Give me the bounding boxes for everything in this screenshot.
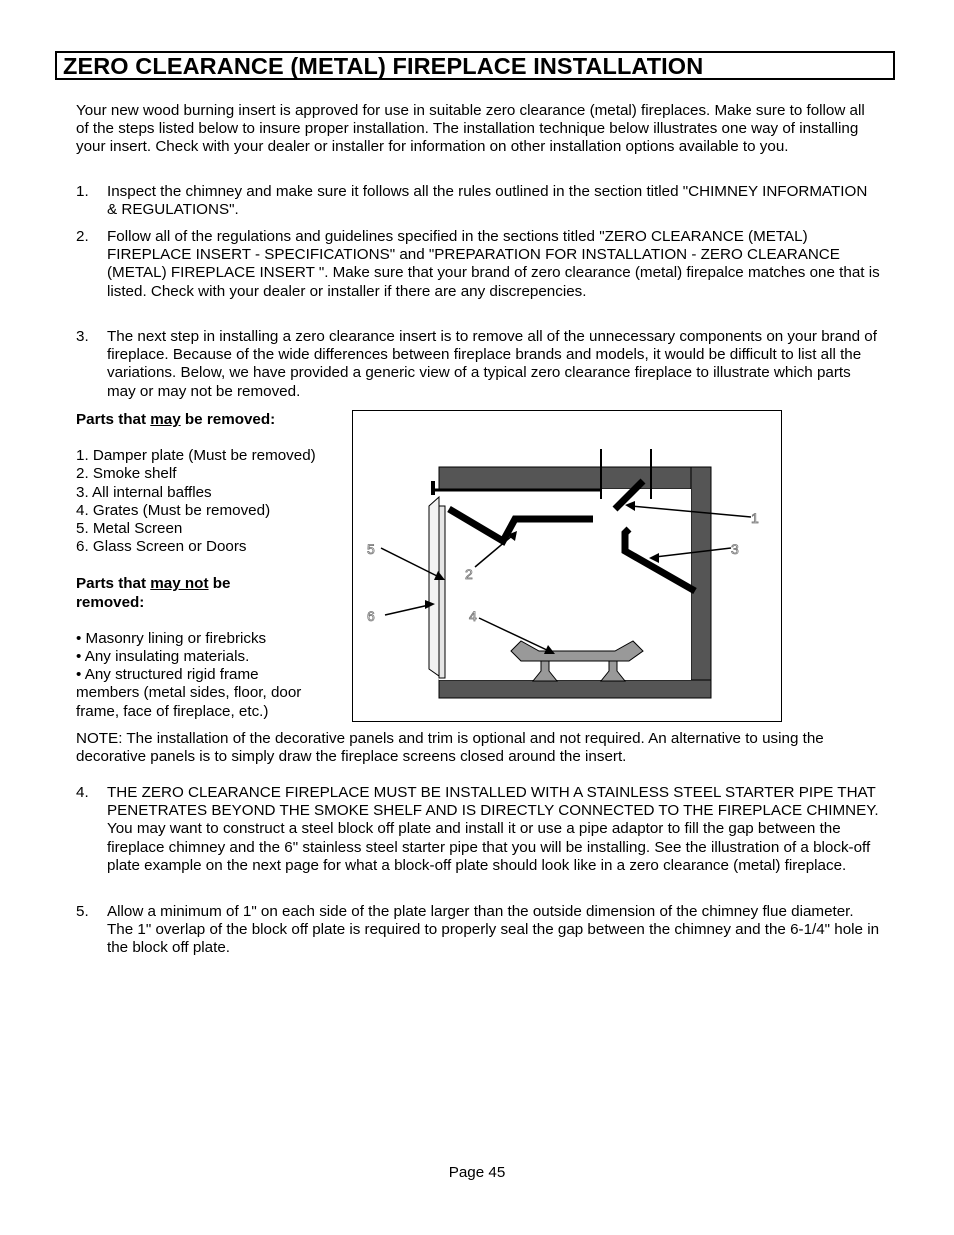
figure-label-3: 3 [731, 541, 739, 557]
step-number: 4. [76, 784, 89, 801]
not-removable-heading-line2: removed: [76, 593, 145, 611]
step-5 [76, 903, 881, 958]
list-item: 5. Metal Screen [76, 520, 183, 538]
figure-label-4: 4 [469, 608, 477, 624]
metal-screen [439, 506, 445, 678]
step-number: 1. [76, 183, 89, 200]
not-removable-heading: Parts that may not be [76, 575, 231, 593]
step-text: Allow a minimum of 1" on each side of the plate larger than the outside dimension of the chimney flue diameter. The 1" overlap of the block off plate is required to properly seal the gap between the chimney and the 6-1/4" hole in the block off plate. [107, 903, 880, 957]
step-text: THE ZERO CLEARANCE FIREPLACE MUST BE INSTALLED WITH A STAINLESS STEEL STARTER PIPE THAT PENETRATES BEYOND THE SMOKE SHELF AND IS DIRECTLY CONNECTED TO THE FIREPLACE CHIMNEY. You may want to construct a steel block off plate and install it or use a pipe adaptor to fill the gap between the fireplace chimney and the 6" stainless steel starter pipe that you will be installing. See the illustration of a block-off plate example on the next page for what a block-off plate should look like in a zero clearance (metal) fireplace. [107, 784, 879, 874]
step-4 [76, 784, 881, 875]
page-number: Page 45 [448, 1164, 506, 1181]
removable-heading: Parts that may be removed: [76, 411, 276, 428]
step-text: The next step in installing a zero clearance insert is to remove all of the unnecessary components on your brand of fireplace. Because of the wide differences between fireplace brands and models, it would be difficult to list all the variations. Below, we have provided a generic view of a typical zero clearance fireplace to illustrate which parts may or may not be removed. [107, 328, 877, 400]
step-1 [76, 183, 881, 219]
page-title: ZERO CLEARANCE (METAL) FIREPLACE INSTALLATION [63, 53, 704, 79]
list-item: 2. Smoke shelf [76, 465, 177, 483]
list-item: 3. All internal baffles [76, 483, 212, 501]
list-item: • Any insulating materials. [76, 648, 250, 666]
list-item: members (metal sides, floor, door [76, 684, 302, 702]
intro-paragraph: Your new wood burning insert is approved for use in suitable zero clearance (metal) fireplaces. Make sure to follow all of the steps listed below to insure proper installation. The installation technique below illustrates one way of installing your insert. Check with your dealer or installer for information on other installation options available to you. [76, 102, 865, 156]
step-3 [76, 328, 881, 401]
list-item: 1. Damper plate (Must be removed) [76, 447, 316, 465]
title-box [55, 51, 895, 80]
removable-parts [76, 411, 351, 721]
step-number: 3. [76, 328, 89, 345]
step-text: Follow all of the regulations and guidelines specified in the sections titled "ZERO CLEARANCE (METAL) FIREPLACE INSERT - SPECIFICATIONS" and "PREPARATION FOR INSTALLATION - ZERO CLEARANCE (METAL) FIREPLACE INSERT ". Make sure that your brand of zero clearance (metal) firepalce matches one that is listed. Check with your dealer or installer if there are any discrepencies. [107, 228, 880, 300]
glass-screen [429, 497, 439, 676]
step-number: 2. [76, 228, 89, 245]
list-item: frame, face of fireplace, etc.) [76, 702, 269, 720]
figure-label-2: 2 [465, 566, 473, 582]
step-2 [76, 228, 881, 301]
list-item: • Any structured rigid frame [76, 666, 259, 684]
list-item: • Masonry lining or firebricks [76, 629, 267, 647]
note-paragraph: NOTE: The installation of the decorative panels and trim is optional and not required. An alternative to using the decorative panels is to simply draw the fireplace screens closed around the insert. [76, 730, 824, 766]
list-item: 4. Grates (Must be removed) [76, 501, 271, 519]
list-item: 6. Glass Screen or Doors [76, 538, 247, 556]
step-text: Inspect the chimney and make sure it follows all the rules outlined in the section titled "CHIMNEY INFORMATION & REGULATIONS". [107, 183, 868, 219]
fireplace-diagram [352, 410, 782, 722]
figure-label-1: 1 [751, 510, 759, 526]
frame-bottom [439, 680, 711, 698]
step-number: 5. [76, 903, 89, 920]
fireplace-drawing [353, 411, 783, 723]
frame-top [439, 467, 711, 489]
figure-label-6: 6 [367, 608, 375, 624]
frame-right [691, 467, 711, 680]
figure-label-5: 5 [367, 541, 375, 557]
